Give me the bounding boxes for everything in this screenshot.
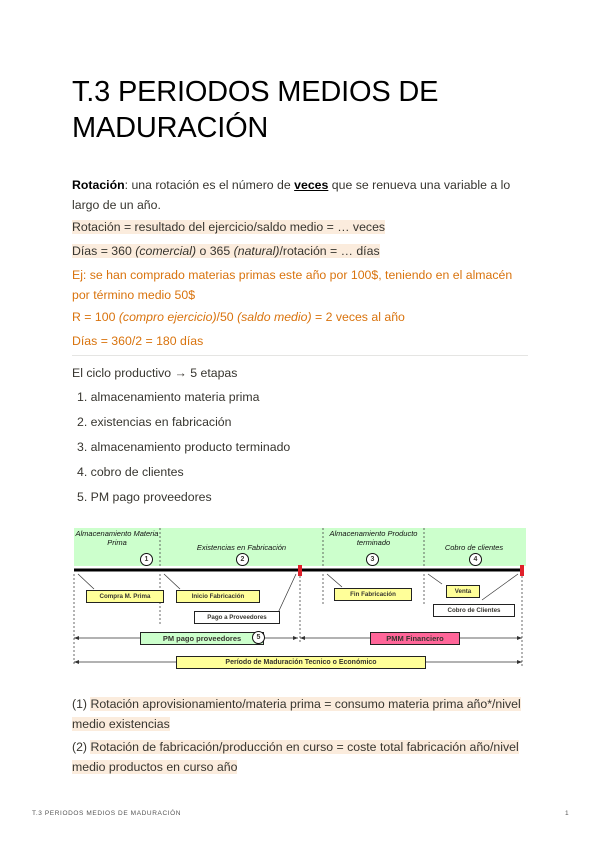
- box-periodo-maduracion: Período de Maduración Tecnico o Económico: [176, 656, 426, 669]
- list-item: 2. existencias en fabricación: [77, 415, 232, 429]
- formula-rotacion: [72, 217, 385, 237]
- rotacion-def-text-2: que se renueva una variable a lo largo de un año.: [72, 178, 511, 212]
- example-dias: Días = 360/2 = 180 días: [72, 334, 204, 348]
- list-item: 4. cobro de clientes: [77, 465, 184, 479]
- example-statement: Ej: se han comprado materias primas este año por 100$, teniendo en el almacén por término medio 50$: [72, 268, 513, 302]
- page-title: T.3 PERIODOS MEDIOS DE MADURACIÓN: [72, 76, 439, 144]
- list-item: 1. almacenamiento materia prima: [77, 390, 260, 404]
- box-inicio-fabricacion: Inicio Fabricación: [176, 590, 260, 603]
- ciclo-intro: El ciclo productivo → 5 etapas: [72, 366, 238, 380]
- box-fin-fabricacion: Fin Fabricación: [334, 588, 412, 601]
- box-venta: Venta: [446, 585, 480, 598]
- stage-number-5: 5: [252, 631, 265, 644]
- stage-number-2: 2: [236, 553, 249, 566]
- veces-emphasis: veces: [294, 178, 329, 192]
- formula-rotacion-text: Rotación = resultado del ejercicio/saldo medio = … veces: [72, 220, 386, 234]
- red-marker: [520, 565, 524, 576]
- list-item: 5. PM pago proveedores: [77, 490, 212, 504]
- note-2: (2) Rotación de fabricación/producción en curso = coste total fabricación año/nivel medio productos en curso año: [72, 740, 519, 774]
- box-pmm-financiero: PMM Financiero: [370, 632, 460, 645]
- page-number: 1: [565, 810, 570, 817]
- note-1-text: Rotación aprovisionamiento/materia prima = consumo materia prima año*/nivel medio existencias: [72, 697, 521, 731]
- rotacion-definition: [72, 175, 512, 215]
- box-cobro-clientes: Cobro de Clientes: [433, 604, 515, 617]
- box-pm-pago-proveedores: PM pago proveedores: [140, 632, 264, 645]
- header-producto-terminado: Almacenamiento Producto terminado: [329, 529, 418, 547]
- box-pago-proveedores: Pago a Proveedores: [194, 611, 280, 624]
- example-rotacion: R = 100 (compro ejercicio)/50 (saldo medio) = 2 veces al año: [72, 310, 405, 324]
- rotacion-term: Rotación: [72, 178, 125, 192]
- header-cobro-clientes: Cobro de clientes: [444, 543, 504, 552]
- rotacion-def-text: : una rotación es el número de: [124, 178, 295, 192]
- note-1: (1) Rotación aprovisionamiento/materia prima = consumo materia prima año*/nivel medio existencias: [72, 697, 521, 731]
- divider: [72, 355, 528, 356]
- maturation-diagram: [72, 526, 528, 671]
- note-2-text: Rotación de fabricación/producción en curso = coste total fabricación año/nivel medio productos en curso año: [72, 740, 519, 774]
- header-materia-prima: Almacenamiento Materia Prima: [75, 529, 159, 547]
- steps-list: [77, 387, 290, 512]
- stage-number-4: 4: [469, 553, 482, 566]
- header-fabricacion: Existencias en Fabricación: [196, 543, 287, 552]
- stage-number-3: 3: [366, 553, 379, 566]
- formula-dias: [72, 241, 380, 261]
- formula-dias-text: Días = 360 (comercial) o 365 (natural)/rotación = … días: [72, 244, 380, 258]
- stage-number-1: 1: [140, 553, 153, 566]
- list-item: 3. almacenamiento producto terminado: [77, 440, 291, 454]
- footer-title: T.3 PERIODOS MEDIOS DE MADURACIÓN: [32, 810, 182, 817]
- box-compra-materia-prima: Compra M. Prima: [86, 590, 164, 603]
- red-marker: [298, 565, 302, 576]
